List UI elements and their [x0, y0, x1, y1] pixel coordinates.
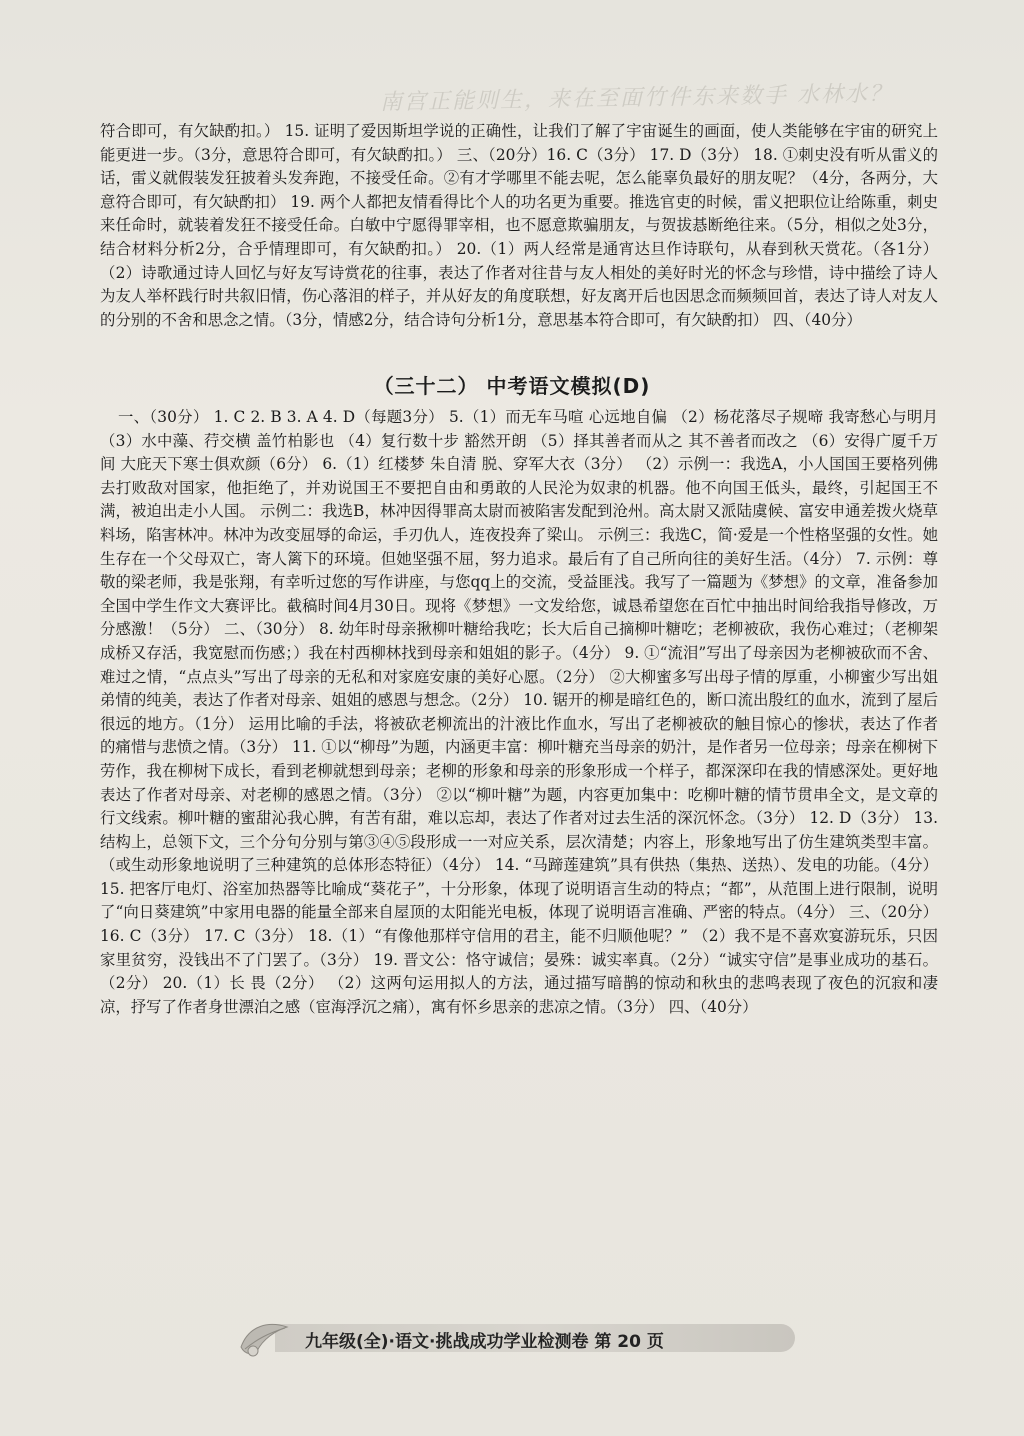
answer-text-main	[100, 406, 938, 1019]
answer-text-top	[100, 120, 938, 332]
page-footer	[235, 1317, 795, 1359]
footer-label: 九年级(全)·语文·挑战成功学业检测卷 第 20 页	[305, 1332, 664, 1352]
answer-paragraph-main: 一、（30分） 1. C 2. B 3. A 4. D（每题3分） 5.（1）而无车马喧 心远地自偏 （2）杨花落尽子规啼 我寄愁心与明月 （3）水中藻、荇交横 盖竹柏影也 （4）复行数十步 豁然开朗 （5）择其善者而从之 其不善者而改之 （6）安得广厦千万间 大庇天下寒士俱欢颜（6分） 6.（1）红楼梦 朱自清 脱、穿军大衣（3分） （2）示例一：我选A，小人国国王要格列佛去打败敌对国家，他拒绝了，并劝说国王不要把自由和勇敢的人民沦为奴隶的机器。他不向国王低头，最终，引起国王不满，被迫出走小人国。 示例二：我选B，林冲因得罪高太尉而被陷害发配到沧州。高太尉又派陆虞候、富安申通差拨火烧草料场，陷害林冲。林冲为改变屈辱的命运，手刃仇人，连夜投奔了梁山。 示例三：我选C，简·爱是一个性格坚强的女性。她生存在一个父母双亡，寄人篱下的环境。但她坚强不屈，努力追求。最后有了自己所向往的美好生活。（4分） 7. 示例：尊敬的梁老师，我是张翔，有幸听过您的写作讲座，与您qq上的交流，受益匪浅。我写了一篇题为《梦想》的文章，准备参加全国中学生作文大赛评比。截稿时间4月30日。现将《梦想》一文发给您，诚恳希望您在百忙中抽出时间给我指导修改，万分感激！（5分） 二、（30分） 8. 幼年时母亲揪柳叶糖给我吃；长大后自己摘柳叶糖吃；老柳被砍，我伤心难过；（老柳架成桥又存活，我宽慰而伤感；）我在村西柳林找到母亲和姐姐的影子。（4分） 9. ①“流泪”写出了母亲因为老柳被砍而不舍、难过之情，“点点头”写出了母亲的无私和对家庭安康的美好心愿。（2分） ②大柳蜜多写出母子情的厚重，小柳蜜少写出姐弟情的纯美，表达了作者对母亲、姐姐的感恩与想念。（2分） 10. 锯开的柳是暗红色的，断口流出殷红的血水，流到了屋后很远的地方。（1分） 运用比喻的手法，将被砍老柳流出的汁液比作血水，写出了老柳被砍的触目惊心的惨状，表达了作者的痛惜与悲愤之情。（3分） 11. ①以“柳母”为题，内涵更丰富：柳叶糖充当母亲的奶汁，是作者另一位母亲；母亲在柳树下劳作，我在柳树下成长，看到老柳就想到母亲；老柳的形象和母亲的形象形成一个样子，都深深印在我的情感深处。更好地表达了作者对母亲、对老柳的感恩之情。（3分） ②以“柳叶糖”为题，内容更加集中：吃柳叶糖的情节贯串全文，是文章的行文线索。柳叶糖的蜜甜沁我心脾，有苦有甜，难以忘却，表达了作者对过去生活的深沉怀念。（3分） 12. D（3分） 13. 结构上，总领下文，三个分句分别与第③④⑤段形成一一对应关系，层次清楚；内容上，形象地写出了仿生建筑类型丰富。（或生动形象地说明了三种建筑的总体形态特征）（4分） 14. “马蹄莲建筑”具有供热（集热、送热）、发电的功能。（4分） 15. 把客厅电灯、浴室加热器等比喻成“葵花子”，十分形象，体现了说明语言生动的特点；“都”，从范围上进行限制，说明了“向日葵建筑”中家用电器的能量全部来自屋顶的太阳能光电板，体现了说明语言准确、严密的特点。（4分） 三、（20分） 16. C（3分） 17. C（3分） 18.（1）“有像他那样守信用的君主，能不归顺他呢？” （2）我不是不喜欢宴游玩乐，只因家里贫穷，没钱出不了门罢了。（3分） 19. 晋文公：恪守诚信；晏殊：诚实率真。（2分）“诚实守信”是事业成功的基石。（2分） 20.（1）长 畏（2分） （2）这两句运用拟人的方法，通过描写暗鹊的惊动和秋虫的悲鸣表现了夜色的沉寂和凄凉，抒写了作者身世漂泊之感（宦海浮沉之痛），寓有怀乡思亲的悲凉之情。（3分） 四、（40分）	[100, 408, 938, 1016]
section-title: （三十二） 中考语文模拟(D)	[373, 374, 651, 398]
bleed-through-handwriting: 南宫正能则生，来在至面竹件东来数手 水林水？	[379, 81, 894, 116]
leaf-icon	[235, 1317, 295, 1359]
answer-paragraph-top: 符合即可，有欠缺酌扣。） 15. 证明了爱因斯坦学说的正确性，让我们了解了宇宙诞生的画面，使人类能够在宇宙的研究上能更进一步。（3分，意思符合即可，有欠缺酌扣。） 三、（20分）16. C（3分） 17. D（3分） 18. ①刺史没有听从雷义的话，雷义就假装发狂披着头发奔跑，不接受任命。②有才学哪里不能去呢，怎么能辜负最好的朋友呢？（4分，各两分，大意符合即可，有欠缺酌扣） 19. 两个人都把友情看得比个人的功名更为重要。推选官吏的时候，雷义把职位让给陈重，刺史来任命时，就装着发狂不接受任命。白敏中宁愿得罪宰相，也不愿意欺骗朋友，与贺拔惎断绝往来。（5分，相似之处3分，结合材料分析2分，合乎情理即可，有欠缺酌扣。） 20.（1）两人经常是通宵达旦作诗联句，从春到秋天赏花。（各1分） （2）诗歌通过诗人回忆与好友写诗赏花的往事，表达了作者对往昔与友人相处的美好时光的怀念与珍惜，诗中描绘了诗人为友人举杯践行时共叙旧情，伤心落泪的样子，并从好友的角度联想，好友离开后也因思念而频频回首，表达了诗人对友人的分别的不舍和思念之情。（3分，情感2分，结合诗句分析1分，意思基本符合即可，有欠缺酌扣） 四、（40分）	[100, 122, 938, 329]
